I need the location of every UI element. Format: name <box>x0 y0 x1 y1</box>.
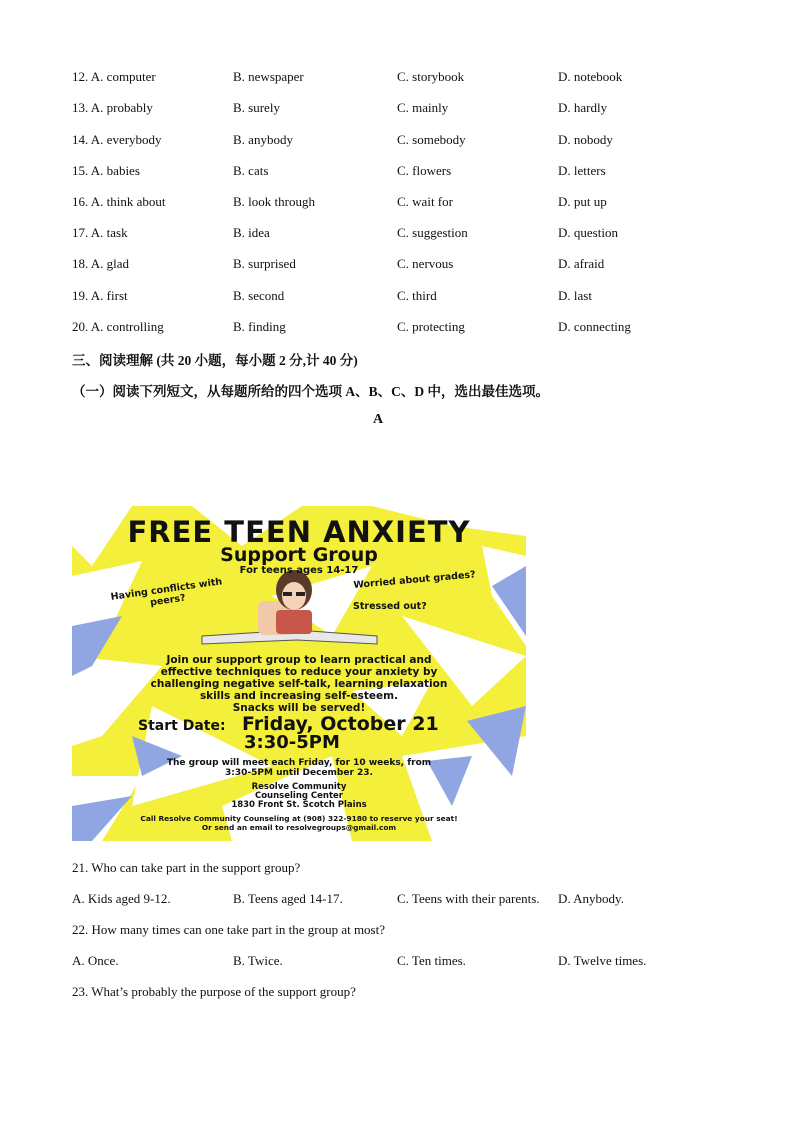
question-22-options <box>72 953 732 971</box>
poster-start-date: Friday, October 21 <box>242 713 439 735</box>
poster-bubble-right-2: Stressed out? <box>353 601 427 612</box>
poster-body-line-3: challenging negative self-talk, learning relaxation <box>150 678 448 690</box>
option-row-20 <box>72 319 732 337</box>
option-c: C. wait for <box>397 194 453 209</box>
poster-start-label: Start Date: <box>138 718 226 734</box>
option-c: C. flowers <box>397 163 452 178</box>
poster-call-line-1: Call Resolve Community Counseling at (908) 322-9180 to reserve your seat! <box>140 814 458 823</box>
option-d: D. Twelve times. <box>558 953 647 968</box>
option-b: B. second <box>233 288 285 303</box>
option-d: D. last <box>558 288 592 303</box>
poster-body-line-1: Join our support group to learn practical and <box>166 654 432 666</box>
option-b: B. surely <box>233 100 280 115</box>
poster-bubble-left: Having conflicts with peers? <box>110 576 223 609</box>
option-a: 12. A. computer <box>72 69 156 84</box>
poster-org-line-3: 1830 Front St. Scotch Plains <box>231 800 367 810</box>
option-c: C. Teens with their parents. <box>397 891 540 906</box>
option-a: 14. A. everybody <box>72 132 162 147</box>
option-b: B. cats <box>233 163 269 178</box>
question-22-stem: 22. How many times can one take part in the group at most? <box>72 922 386 937</box>
option-d: D. notebook <box>558 69 623 84</box>
option-row-17 <box>72 225 732 243</box>
option-d: D. afraid <box>558 256 605 271</box>
question-23-stem: 23. What’s probably the purpose of the support group? <box>72 984 356 999</box>
option-row-19 <box>72 288 732 306</box>
passage-label: A <box>373 412 384 427</box>
option-b: B. look through <box>233 194 315 209</box>
option-c: C. mainly <box>397 100 449 115</box>
option-b: B. finding <box>233 319 286 334</box>
option-b: B. Teens aged 14-17. <box>233 891 343 906</box>
poster-org-line-2: Counseling Center <box>254 791 343 801</box>
option-row-13 <box>72 100 732 118</box>
option-a: 19. A. first <box>72 288 128 303</box>
option-a: A. Kids aged 9-12. <box>72 891 171 906</box>
poster-start-time: 3:30-5PM <box>244 732 340 753</box>
option-d: D. Anybody. <box>558 891 624 906</box>
poster-subtitle: Support Group <box>220 544 378 566</box>
option-c: C. somebody <box>397 132 466 147</box>
option-c: C. Ten times. <box>397 953 466 968</box>
poster-body-line-2: effective techniques to reduce your anxiety by <box>160 666 438 678</box>
poster-ages: For teens ages 14-17 <box>239 565 359 576</box>
poster-meet-line-1: The group will meet each Friday, for 10 weeks, from <box>166 758 432 768</box>
poster-bubble-right-1: Worried about grades? <box>353 569 476 591</box>
option-c: C. suggestion <box>397 225 468 240</box>
option-d: D. nobody <box>558 132 613 147</box>
option-b: B. surprised <box>233 256 296 271</box>
option-row-12 <box>72 69 732 87</box>
option-b: B. newspaper <box>233 69 304 84</box>
option-d: D. put up <box>558 194 607 209</box>
option-c: C. third <box>397 288 437 303</box>
poster-body-line-5: Snacks will be served! <box>232 702 366 714</box>
section-instruction: （一）阅读下列短文，从每题所给的四个选项 A、B、C、D 中，选出最佳选项。 <box>72 384 550 399</box>
section-heading: 三、阅读理解 (共 20 小题，每小题 2 分,计 40 分) <box>72 353 358 368</box>
option-row-16 <box>72 194 732 212</box>
option-b: B. anybody <box>233 132 293 147</box>
poster-body-line-4: skills and increasing self-esteem. <box>199 690 399 702</box>
option-a: 20. A. controlling <box>72 319 164 334</box>
poster-meet-line-2: 3:30-5PM until December 23. <box>225 768 373 778</box>
poster-org-line-1: Resolve Community <box>251 782 347 792</box>
option-b: B. Twice. <box>233 953 283 968</box>
option-row-15 <box>72 163 732 181</box>
option-a: 13. A. probably <box>72 100 153 115</box>
option-row-18 <box>72 256 732 274</box>
option-a: A. Once. <box>72 953 119 968</box>
option-b: B. idea <box>233 225 270 240</box>
option-d: D. hardly <box>558 100 608 115</box>
poster-title: FREE TEEN ANXIETY <box>127 515 471 549</box>
option-c: C. storybook <box>397 69 465 84</box>
option-d: D. letters <box>558 163 606 178</box>
question-21-options <box>72 891 732 909</box>
option-a: 18. A. glad <box>72 256 130 271</box>
option-a: 16. A. think about <box>72 194 166 209</box>
poster-call-line-2: Or send an email to resolvegroups@gmail.com <box>201 823 397 832</box>
option-row-14 <box>72 132 732 150</box>
option-a: 17. A. task <box>72 225 128 240</box>
option-d: D. question <box>558 225 618 240</box>
support-group-poster <box>72 506 526 841</box>
option-d: D. connecting <box>558 319 631 334</box>
option-c: C. nervous <box>397 256 454 271</box>
option-a: 15. A. babies <box>72 163 140 178</box>
question-21-stem: 21. Who can take part in the support group? <box>72 860 301 875</box>
option-c: C. protecting <box>397 319 465 334</box>
